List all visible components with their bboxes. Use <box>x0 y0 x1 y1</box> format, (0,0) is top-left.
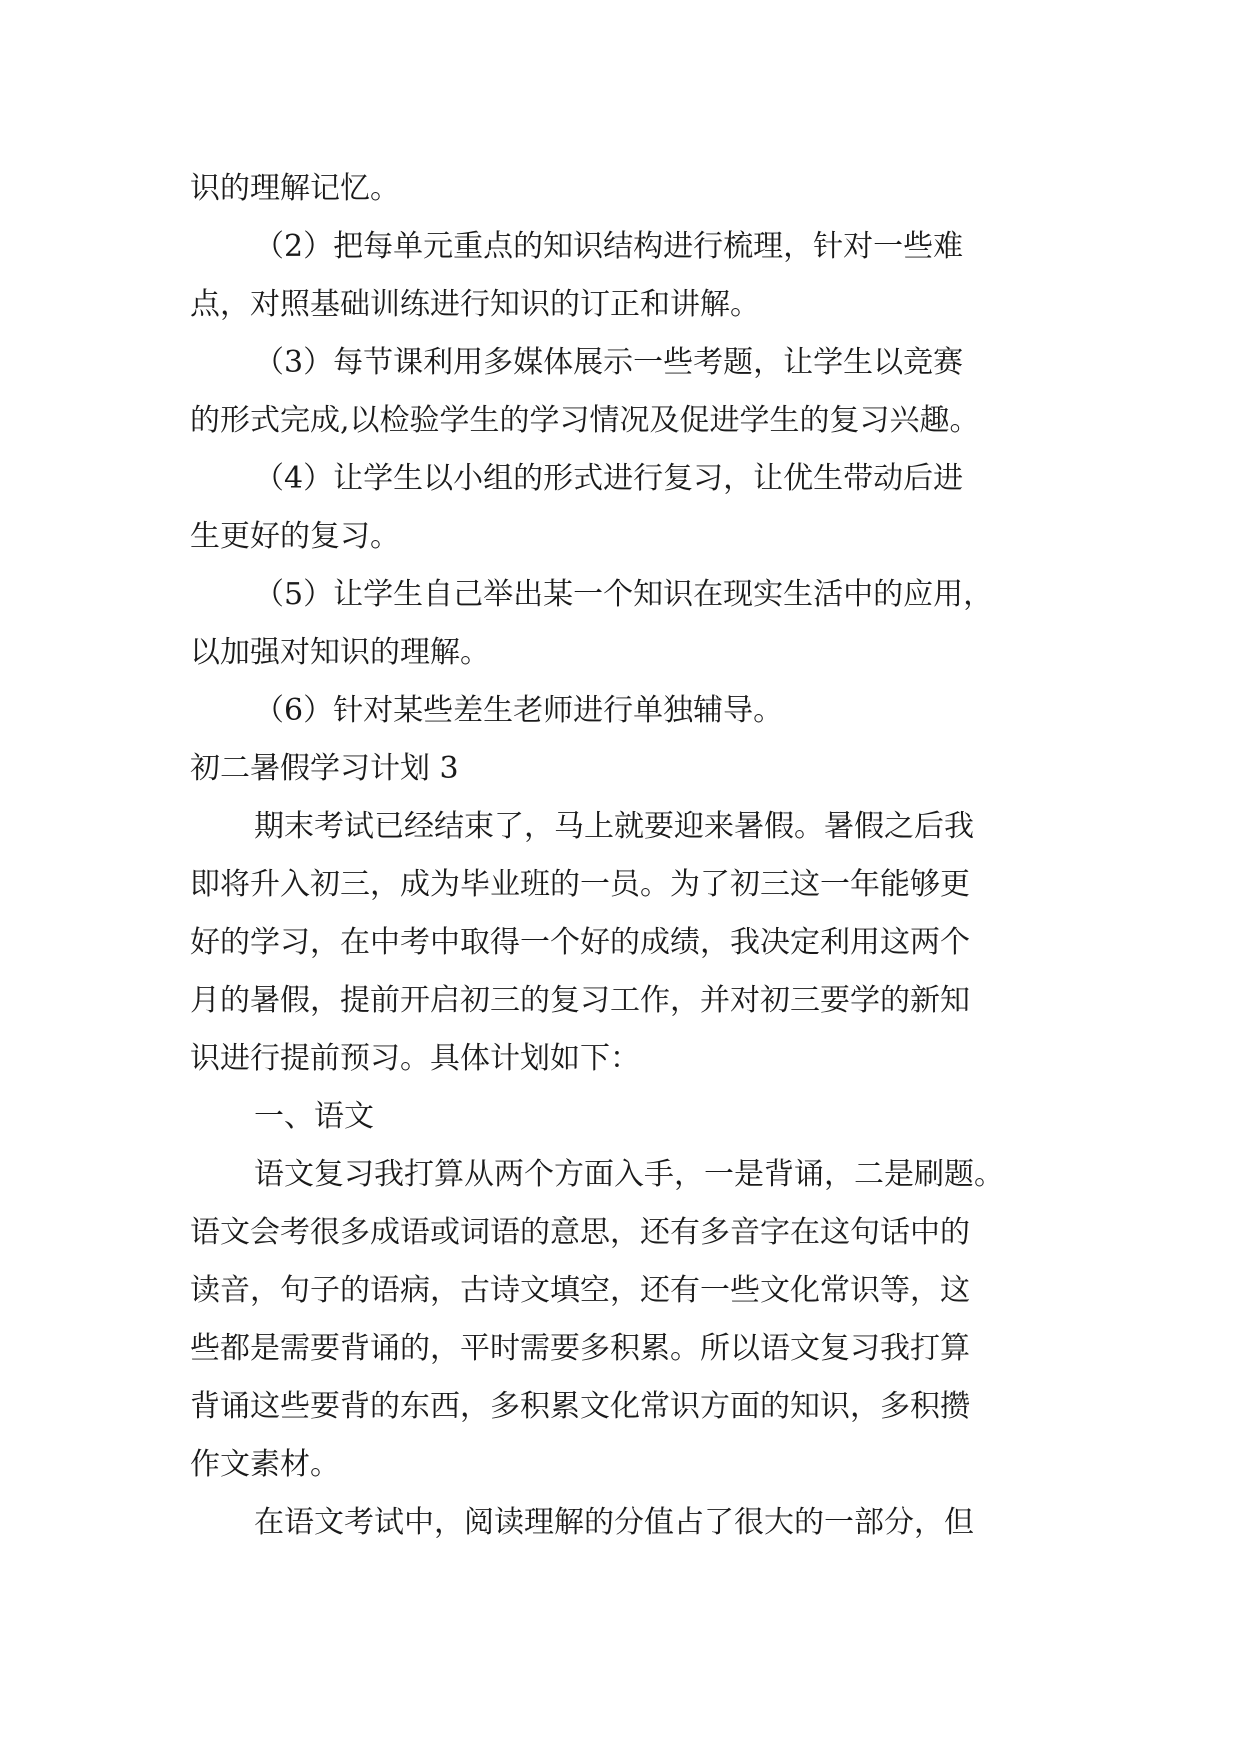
text-line: 的形式完成,以检验学生的学习情况及促进学生的复习兴趣。 <box>190 403 980 438</box>
list-item-2: （2）把每单元重点的知识结构进行梳理，针对一些难 <box>254 229 964 264</box>
text-line: 月的暑假，提前开启初三的复习工作，并对初三要学的新知 <box>190 983 970 1018</box>
list-item-5: （5）让学生自己举出某一个知识在现实生活中的应用， <box>254 577 994 612</box>
text-line: 以加强对知识的理解。 <box>190 635 490 670</box>
paragraph-start: 期末考试已经结束了，马上就要迎来暑假。暑假之后我 <box>254 809 974 844</box>
list-item-3: （3）每节课利用多媒体展示一些考题，让学生以竞赛 <box>254 345 964 380</box>
text-line: 作文素材。 <box>190 1447 340 1482</box>
paragraph-start: 在语文考试中，阅读理解的分值占了很大的一部分，但 <box>254 1505 974 1540</box>
text-line: 识进行提前预习。具体计划如下： <box>190 1041 640 1076</box>
section-heading: 初二暑假学习计划 3 <box>190 751 459 786</box>
list-item-4: （4）让学生以小组的形式进行复习，让优生带动后进 <box>254 461 964 496</box>
paragraph-start: 语文复习我打算从两个方面入手，一是背诵，二是刷题。 <box>254 1157 1004 1192</box>
document-body <box>190 160 1060 1552</box>
text-line: 点，对照基础训练进行知识的订正和讲解。 <box>190 287 760 322</box>
text-line: 识的理解记忆。 <box>190 171 400 206</box>
text-line: 读音，句子的语病，古诗文填空，还有一些文化常识等，这 <box>190 1273 970 1308</box>
subsection-heading: 一、语文 <box>254 1099 374 1134</box>
text-line: 语文会考很多成语或词语的意思，还有多音字在这句话中的 <box>190 1215 970 1250</box>
text-line: 生更好的复习。 <box>190 519 400 554</box>
list-item-6: （6）针对某些差生老师进行单独辅导。 <box>254 693 784 728</box>
text-line: 些都是需要背诵的，平时需要多积累。所以语文复习我打算 <box>190 1331 970 1366</box>
text-line: 即将升入初三，成为毕业班的一员。为了初三这一年能够更 <box>190 867 970 902</box>
text-line: 背诵这些要背的东西，多积累文化常识方面的知识，多积攒 <box>190 1389 970 1424</box>
text-line: 好的学习，在中考中取得一个好的成绩，我决定利用这两个 <box>190 925 970 960</box>
